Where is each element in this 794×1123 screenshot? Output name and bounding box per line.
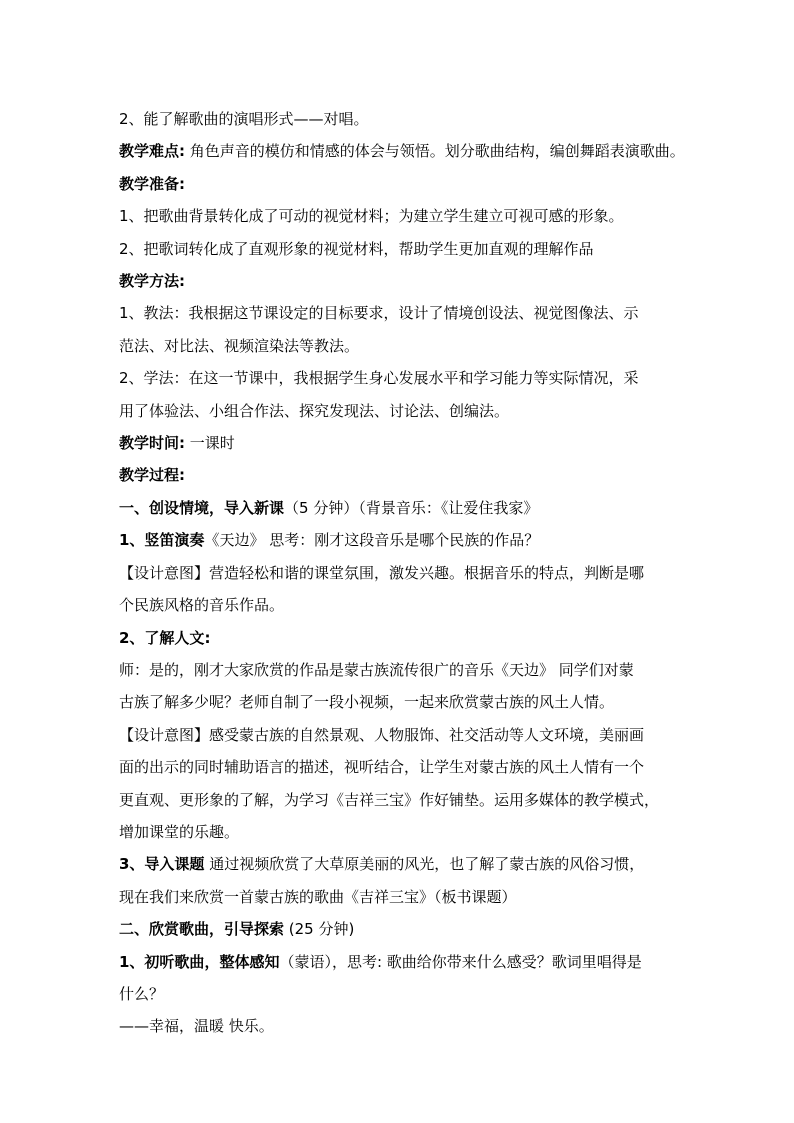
line-text: ——幸福，温暖 快乐。 xyxy=(119,1017,274,1036)
line-text: 一课时 xyxy=(185,434,235,453)
text-line xyxy=(119,978,679,1010)
line-text: 【设计意图】营造轻松和谐的课堂氛围，激发兴趣。根据音乐的特点，判断是哪 xyxy=(119,563,645,582)
text-line xyxy=(119,1010,679,1042)
line-text: 范法、对比法、视频渲染法等教法。 xyxy=(119,336,360,355)
text-line xyxy=(119,168,679,200)
line-heading: 2、了解人文: xyxy=(119,628,211,647)
text-line xyxy=(119,233,679,265)
text-line xyxy=(119,492,679,524)
line-heading: 教学准备: xyxy=(119,174,185,193)
text-line xyxy=(119,135,685,167)
line-text: 角色声音的模仿和情感的体会与领悟。划分歌曲结构，编创舞蹈表演歌曲。 xyxy=(185,142,685,161)
text-line xyxy=(119,330,679,362)
line-text: 2、能了解歌曲的演唱形式——对唱。 xyxy=(119,110,369,128)
text-line xyxy=(119,848,679,880)
line-text: 2、学法：在这一节课中，我根据学生身心发展水平和学习能力等实际情况，采 xyxy=(119,369,639,388)
text-line xyxy=(119,265,679,297)
line-heading: 教学时间: xyxy=(119,434,185,453)
line-text: 古族了解多少呢？老师自制了一段小视频，一起来欣赏蒙古族的风土人情。 xyxy=(119,693,615,712)
text-line xyxy=(119,395,679,427)
document-body xyxy=(119,103,685,1043)
line-heading: 二、欣赏歌曲，引导探索 xyxy=(119,920,285,939)
line-text: 面的出示的同时辅助语言的描述，视听结合，让学生对蒙古族的风土人情有一个 xyxy=(119,758,645,777)
line-text: 【设计意图】感受蒙古族的自然景观、人物服饰、社交活动等人文环境，美丽画 xyxy=(119,725,645,744)
line-heading: 1、竖笛演奏 xyxy=(119,531,205,550)
line-heading: 一、创设情境，导入新课 xyxy=(119,498,285,517)
text-line xyxy=(119,557,679,589)
line-text: 现在我们来欣赏一首蒙古族的歌曲《吉祥三宝》（板书课题） xyxy=(119,887,517,906)
text-line xyxy=(119,589,679,621)
text-line xyxy=(119,200,679,232)
text-line xyxy=(119,103,679,135)
text-line xyxy=(119,524,679,556)
text-line xyxy=(119,297,679,329)
text-line xyxy=(119,946,679,978)
text-line xyxy=(119,686,679,718)
text-line xyxy=(119,719,679,751)
text-line xyxy=(119,362,679,394)
text-line xyxy=(119,751,679,783)
text-line xyxy=(119,622,679,654)
text-line xyxy=(119,459,679,491)
line-heading: 教学难点: xyxy=(119,142,185,161)
line-text: 什么？ xyxy=(119,984,165,1003)
text-line xyxy=(119,913,679,945)
text-line xyxy=(119,881,679,913)
line-text: 1、教法：我根据这节课设定的目标要求，设计了情境创设法、视觉图像法、示 xyxy=(119,304,639,323)
text-line xyxy=(119,816,679,848)
line-text: 更直观、更形象的了解，为学习《吉祥三宝》作好铺垫。运用多媒体的教学模式， xyxy=(119,790,660,809)
line-text: 通过视频欣赏了大草原美丽的风光，也了解了蒙古族的风俗习惯， xyxy=(204,855,645,874)
line-text: （蒙语），思考: 歌曲给你带来什么感受？歌词里唱得是 xyxy=(279,952,642,971)
text-line xyxy=(119,427,679,459)
line-heading: 教学方法: xyxy=(119,272,185,291)
text-line xyxy=(119,654,679,686)
line-text: 《天边》 思考：刚才这段音乐是哪个民族的作品？ xyxy=(204,531,540,550)
line-text: 用了体验法、小组合作法、探究发现法、讨论法、创编法。 xyxy=(119,401,510,420)
line-text: 2、把歌词转化成了直观形象的视觉材料，帮助学生更加直观的理解作品 xyxy=(119,239,594,258)
line-heading: 教学过程: xyxy=(119,466,185,485)
line-heading: 1、初听歌曲，整体感知 xyxy=(119,952,280,971)
line-text: （5 分钟）（背景音乐：《让爱住我家》 xyxy=(284,498,539,517)
line-text: 1、把歌曲背景转化成了可动的视觉材料；为建立学生建立可视可感的形象。 xyxy=(119,207,624,226)
line-text: 师：是的，刚才大家欣赏的作品是蒙古族流传很广的音乐《天边》 同学们对蒙 xyxy=(119,660,634,679)
line-text: 个民族风格的音乐作品。 xyxy=(119,596,285,615)
line-text: (25 分钟) xyxy=(284,920,355,939)
text-line xyxy=(119,784,679,816)
line-heading: 3、导入课题 xyxy=(119,855,205,874)
line-text: 增加课堂的乐趣。 xyxy=(119,822,240,841)
